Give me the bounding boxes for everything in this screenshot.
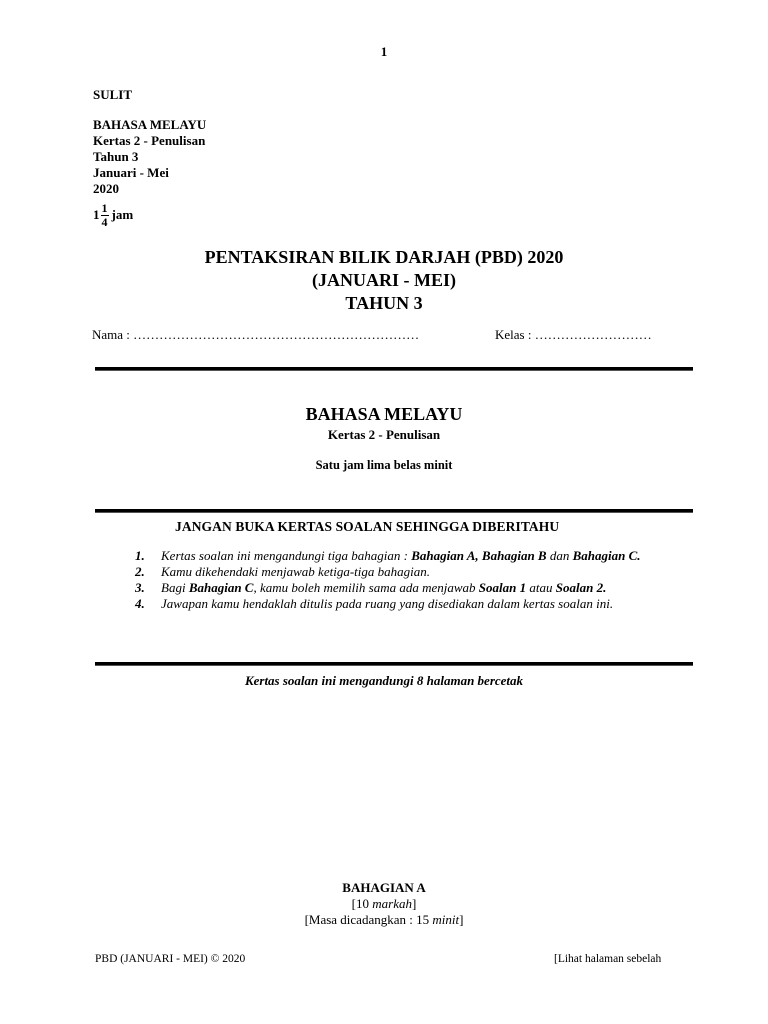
main-title-line3: TAHUN 3 — [345, 293, 423, 313]
header-paper: Kertas 2 - Penulisan — [93, 133, 206, 148]
instruction-text-part: dan — [546, 548, 573, 563]
subject-paper: Kertas 2 - Penulisan — [327, 427, 441, 442]
header-subject: BAHASA MELAYU — [93, 117, 207, 132]
footer-next-page: [Lihat halaman sebelah — [554, 953, 662, 965]
instructions-title: JANGAN BUKA KERTAS SOALAN SEHINGGA DIBERITAHU — [175, 519, 560, 534]
time-text: ] — [459, 912, 464, 927]
divider-rule-1 — [95, 367, 693, 370]
subject-title: BAHASA MELAYU — [305, 404, 463, 424]
instruction-number: 2. — [135, 564, 145, 579]
instruction-item-2 — [135, 564, 690, 580]
instruction-bold-part: Soalan 2. — [555, 580, 607, 595]
section-a-time — [0, 912, 768, 928]
section-a-title: BAHAGIAN A — [342, 880, 426, 895]
section-a-marks — [0, 896, 768, 912]
instruction-number: 3. — [135, 580, 145, 595]
marks-text: ] — [411, 896, 417, 911]
footer-copyright: PBD (JANUARI - MEI) © 2020 — [95, 953, 246, 965]
header-year: 2020 — [93, 181, 119, 196]
kelas-field: Kelas : ……………………… — [495, 327, 652, 342]
instruction-text-part: Kertas soalan ini mengandungi tiga bahagian : — [161, 548, 412, 563]
time-text: [Masa dicadangkan : 15 — [304, 912, 433, 927]
marks-unit: markah — [372, 896, 412, 911]
page-number: 1 — [380, 44, 388, 59]
classification-label: SULIT — [93, 87, 133, 102]
main-title-line2: (JANUARI - MEI) — [312, 270, 456, 290]
instruction-item-3 — [135, 580, 690, 596]
marks-text: [10 — [351, 896, 373, 911]
instruction-text-part: Bagi — [161, 580, 189, 595]
instruction-text: Kamu dikehendaki menjawab ketiga-tiga bahagian. — [161, 564, 430, 579]
instruction-bold-part: Soalan 1 — [478, 580, 527, 595]
nama-field: Nama : ………………………………………………………… — [92, 327, 420, 342]
instruction-item-4 — [135, 596, 690, 612]
instruction-text-part: , kamu boleh memilih sama ada menjawab — [253, 580, 479, 595]
divider-rule-3 — [95, 662, 693, 665]
main-title-line1: PENTAKSIRAN BILIK DARJAH (PBD) 2020 — [204, 247, 564, 267]
section-a-block — [0, 880, 768, 928]
instruction-number: 4. — [135, 596, 145, 611]
instruction-text — [161, 548, 690, 564]
duration-whole: 1 — [93, 207, 100, 222]
instructions-list — [135, 548, 690, 612]
fraction-denominator: 4 — [101, 214, 108, 229]
instruction-number: 1. — [135, 548, 145, 563]
instruction-item-1 — [135, 548, 690, 564]
header-year-level: Tahun 3 — [93, 149, 139, 164]
instruction-bold-part: Bahagian C. — [572, 548, 641, 563]
fraction-numerator: 1 — [101, 200, 108, 215]
divider-rule-2 — [95, 509, 693, 512]
time-unit: minit — [432, 912, 460, 927]
instruction-bold-part: Bahagian A, Bahagian B — [411, 548, 547, 563]
instruction-text: Jawapan kamu hendaklah ditulis pada ruang yang disediakan dalam kertas soalan ini. — [161, 596, 614, 611]
header-period: Januari - Mei — [93, 165, 169, 180]
instruction-bold-part: Bahagian C — [188, 580, 254, 595]
duration-fraction — [101, 202, 109, 229]
header-duration — [93, 198, 206, 232]
page-count-note: Kertas soalan ini mengandungi 8 halaman bercetak — [244, 673, 524, 688]
duration-unit: jam — [111, 207, 134, 222]
instruction-text-part: atau — [526, 580, 556, 595]
header-block — [93, 87, 206, 232]
instruction-text — [161, 580, 690, 596]
subject-duration: Satu jam lima belas minit — [315, 458, 453, 472]
